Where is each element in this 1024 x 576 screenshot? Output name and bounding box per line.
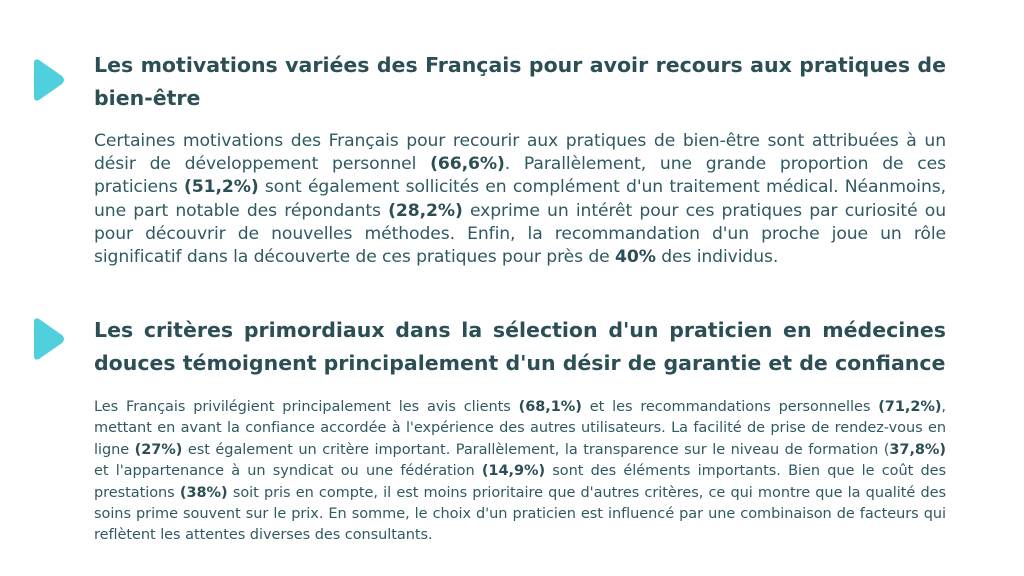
highlight-value: (14,9%) bbox=[481, 463, 546, 480]
paragraph-text: , mettant en avant la confiance accordée à l'expérience des autres utilisateurs. La facilité de prise de rendez-vous en ligne bbox=[94, 399, 946, 458]
highlight-value: 40% bbox=[615, 247, 656, 268]
highlight-value: (68,1%) bbox=[518, 399, 582, 415]
paragraph-text: exprime un intérêt pour ces pratiques par curiosité ou pour découvrir de nouvelles méthodes. Enfin, la recommandation d'un proche joue un rôle significatif dans la découverte de ces pratiques pour près de bbox=[94, 200, 946, 268]
paragraph-text: . Parallèlement, une grande proportion de ces praticiens bbox=[94, 154, 946, 198]
paragraph-text: soit pris en compte, il est moins prioritaire que d'autres critères, ce qui montre que la qualité des soins prime souvent sur le prix. En somme, le choix d'un praticien est influencé par une combinaison de facteurs qui reflètent les attentes diverses des consultants. bbox=[94, 484, 946, 544]
play-arrow-icon bbox=[30, 317, 66, 361]
highlight-value: (71,2%) bbox=[878, 399, 942, 415]
paragraph-text: sont également sollicités en complément d'un traitement médical. Néanmoins, une part notable des répondants bbox=[94, 177, 946, 221]
section-paragraph bbox=[94, 130, 946, 269]
paragraph-text: et l'appartenance à un syndicat ou une fédération bbox=[94, 463, 482, 480]
highlight-value: (38%) bbox=[179, 484, 228, 501]
paragraph-text: des individus. bbox=[655, 247, 779, 268]
paragraph-text: Certaines motivations des Français pour recourir aux pratiques de bien-être sont attribuées à un désir de développement personnel bbox=[94, 131, 946, 175]
paragraph-text: sont des éléments importants. Bien que le coût des prestations bbox=[94, 463, 946, 501]
highlight-value: 37,8%) bbox=[889, 441, 946, 458]
play-arrow-icon bbox=[30, 58, 66, 102]
highlight-value: (66,6%) bbox=[430, 154, 505, 175]
paragraph-text: Les Français privilégient principalement les avis clients bbox=[94, 399, 519, 415]
section-paragraph bbox=[94, 397, 946, 547]
section-title: Les critères primordiaux dans la sélection d'un praticien en médecines douces témoignent principalement d'un désir de garantie et de confiance bbox=[94, 318, 946, 375]
paragraph-text: et les recommandations personnelles bbox=[581, 399, 879, 415]
paragraph-text: est également un critère important. Parallèlement, la transparence sur le niveau de formation ( bbox=[182, 441, 890, 458]
highlight-value: (27%) bbox=[134, 441, 183, 458]
section-title: Les motivations variées des Français pour avoir recours aux pratiques de bien-être bbox=[94, 53, 946, 110]
highlight-value: (51,2%) bbox=[183, 177, 259, 198]
highlight-value: (28,2%) bbox=[388, 200, 463, 221]
